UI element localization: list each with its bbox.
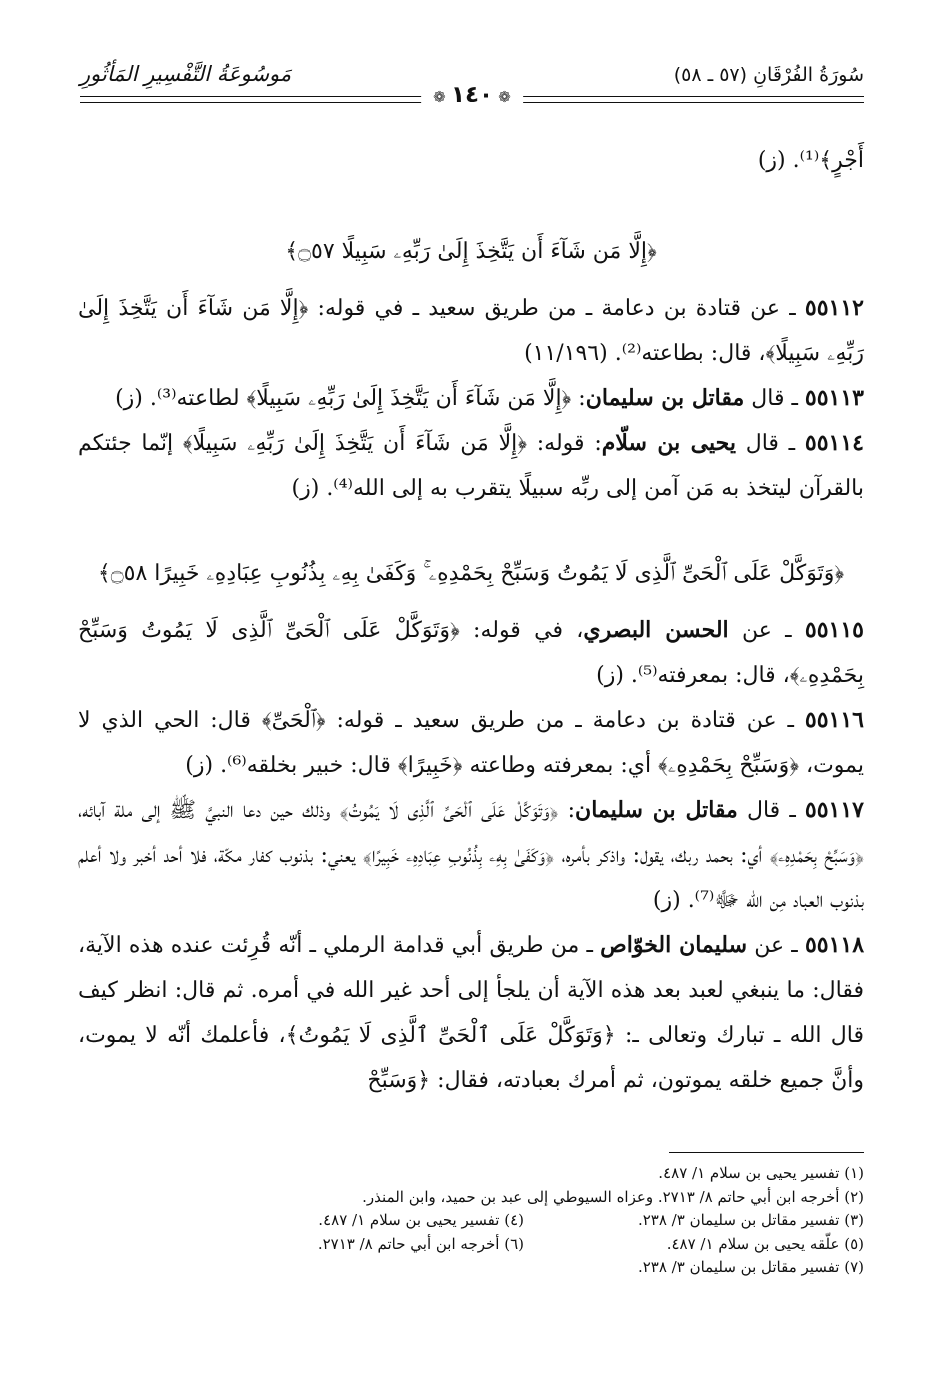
footnote-separator bbox=[669, 1152, 864, 1153]
page-number bbox=[421, 82, 523, 108]
page-number-value: ١٤٠ bbox=[450, 82, 494, 108]
entry-55116 bbox=[78, 698, 864, 788]
footnotes bbox=[80, 1162, 864, 1280]
footnote-4: (٤) تفسير يحيى بن سلام ١/ ٤٨٧. bbox=[318, 1211, 524, 1229]
verse-57: ﴿إِلَّا مَن شَآءَ أَن يَتَّخِذَ إِلَىٰ رَبِّهِۦ سَبِيلًا ۝٥٧﴾ bbox=[285, 239, 657, 264]
entry-55117 bbox=[78, 788, 864, 923]
surah-title: سُورَةُ الفُرْقَانِ (٥٧ ـ ٥٨) bbox=[673, 64, 864, 86]
entry-number: ٥٥١١٣ bbox=[804, 385, 864, 411]
entry-text: ـ عن قتادة بن دعامة ـ من طريق سعيد ـ قوله: ﴿ٱلْحَىِّ﴾ قال: الحي الذي لا يموت، ﴿وَسَبِّحْ بِحَمْدِهِۦ﴾ أي: بمعرفته وطاعته ﴿خَبِيرًا﴾ قال: خبير بخلقه⁽⁶⁾. (ز) bbox=[78, 708, 864, 778]
entry-55112 bbox=[78, 286, 864, 376]
entry-prefix: ـ عن bbox=[754, 933, 798, 958]
narrator-name: سليمان الخوّاص bbox=[600, 932, 748, 958]
narrator-name: مقاتل بن سليمان bbox=[575, 797, 738, 823]
narrator-name: يحيى بن سلّام bbox=[601, 430, 736, 456]
entry-55118 bbox=[78, 923, 864, 1103]
entry-number: ٥٥١١٦ bbox=[804, 707, 864, 733]
entry-prefix: ـ قال bbox=[751, 386, 798, 411]
entry-number: ٥٥١١٨ bbox=[804, 932, 865, 958]
entry-prefix: ـ قال bbox=[746, 798, 796, 823]
entry-55114 bbox=[78, 421, 864, 511]
entry-number: ٥٥١١٢ bbox=[804, 295, 864, 321]
entry-text: ، في قوله: ﴿وَتَوَكَّلْ عَلَى ٱلْحَىِّ ٱلَّذِى لَا يَمُوتُ وَسَبِّحْ بِحَمْدِهِۦ﴾، قال: بمعرفته⁽⁵⁾. (ز) bbox=[78, 618, 864, 688]
entry-55113 bbox=[78, 376, 864, 421]
verse-58: ﴿وَتَوَكَّلْ عَلَى ٱلْحَىِّ ٱلَّذِى لَا يَمُوتُ وَسَبِّحْ بِحَمْدِهِۦ ۚ وَكَفَىٰ بِهِۦ بِذُنُوبِ عِبَادِهِۦ خَبِيرًا ۝٥٨﴾ bbox=[97, 561, 845, 586]
entry-text: ـ عن قتادة بن دعامة ـ من طريق سعيد ـ في قوله: ﴿إِلَّا مَن شَآءَ أَن يَتَّخِذَ إِلَىٰ رَبِّهِۦ سَبِيلًا﴾، قال: بطاعته⁽²⁾. (١١/١٩٦) bbox=[78, 296, 864, 366]
book-title: مَوسُوعَةُ التَّفْسِيرِ المَأثُورِ bbox=[80, 62, 292, 86]
narrator-name: الحسن البصري bbox=[583, 617, 729, 643]
page-header bbox=[80, 62, 864, 108]
footnote-1: (١) تفسير يحيى بن سلام ١/ ٤٨٧. bbox=[658, 1164, 864, 1182]
entry-number: ٥٥١١٧ bbox=[804, 797, 864, 823]
ornament-icon: ❁ bbox=[493, 88, 511, 106]
entry-prefix: ـ عن bbox=[741, 618, 792, 643]
footnote-2: (٢) أخرجه ابن أبي حاتم ٨/ ٢٧١٣. وعزاه السيوطي إلى عبد بن حميد، وابن المنذر. bbox=[362, 1187, 864, 1206]
footnote-5: (٥) علّقه يحيى بن سلام ١/ ٤٨٧. bbox=[666, 1234, 864, 1253]
entry-number: ٥٥١١٤ bbox=[804, 430, 864, 456]
entry-text: : ﴿وَتَوَكَّلْ عَلَى ٱلْحَىِّ ٱلَّذِى لَا يَمُوتُ﴾ وذلك حين دعا النبيَّ ﷺ إلى ملة آبائه، ﴿وَسَبِّحْ بِحَمْدِهِۦ﴾ أي: بحمد ربك، يقول: واذكر بأمره، ﴿وَكَفَىٰ بِهِۦ بِذُنُوبِ عِبَادِهِۦ خَبِيرًا﴾ يعني: بذنوب كفار مكّة، فلا أحد أخبر ولا أعلم بذنوب العباد مِن الله ﷻ⁽⁷⁾. (ز) bbox=[78, 798, 864, 913]
entry-55115 bbox=[78, 608, 864, 698]
footnote-row bbox=[80, 1209, 864, 1233]
narrator-name: مقاتل بن سليمان bbox=[585, 385, 745, 411]
main-text bbox=[78, 138, 864, 1103]
entry-prefix: ـ قال bbox=[745, 431, 796, 456]
footnote-row bbox=[80, 1233, 864, 1257]
entry-text: : ﴿إِلَّا مَن شَآءَ أَن يَتَّخِذَ إِلَىٰ رَبِّهِۦ سَبِيلًا﴾ لطاعته⁽³⁾. (ز) bbox=[115, 386, 586, 411]
continuation-line: أَجْرٍ﴾⁽¹⁾. (ز) bbox=[757, 148, 864, 173]
footnote-7: (٧) تفسير مقاتل بن سليمان ٣/ ٢٣٨. bbox=[637, 1258, 864, 1276]
entry-text: ـ من طريق أبي قدامة الرملي ـ أنّه قُرِئت عنده هذه الآية، فقال: ما ينبغي لعبد بعد هذه الآية أن يلجأ إلى أحد غير الله في أمره. ثم قال: انظر كيف قال الله ـ تبارك وتعالى ـ: ﴿وَتَوَكَّلْ عَلَى ٱلْحَىِّ ٱلَّذِى لَا يَمُوتُ﴾، فأعلمك أنّه لا يموت، وأنَّ جميع خلقه يموتون، ثم أمرك بعبادته، فقال: ﴿وَسَبِّحْ bbox=[78, 933, 864, 1093]
entry-text: : قوله: ﴿إِلَّا مَن شَآءَ أَن يَتَّخِذَ إِلَىٰ رَبِّهِۦ سَبِيلًا﴾ إنّما جئتكم بالقرآن ليتخذ به مَن آمن إلى ربِّه سبيلًا يتقرب به إلى الله⁽⁴⁾. (ز) bbox=[78, 431, 864, 501]
footnote-3: (٣) تفسير مقاتل بن سليمان ٣/ ٢٣٨. bbox=[637, 1211, 864, 1229]
entry-number: ٥٥١١٥ bbox=[804, 617, 864, 643]
footnote-6: (٦) أخرجه ابن أبي حاتم ٨/ ٢٧١٣. bbox=[317, 1234, 524, 1253]
ornament-icon: ❁ bbox=[433, 88, 451, 106]
